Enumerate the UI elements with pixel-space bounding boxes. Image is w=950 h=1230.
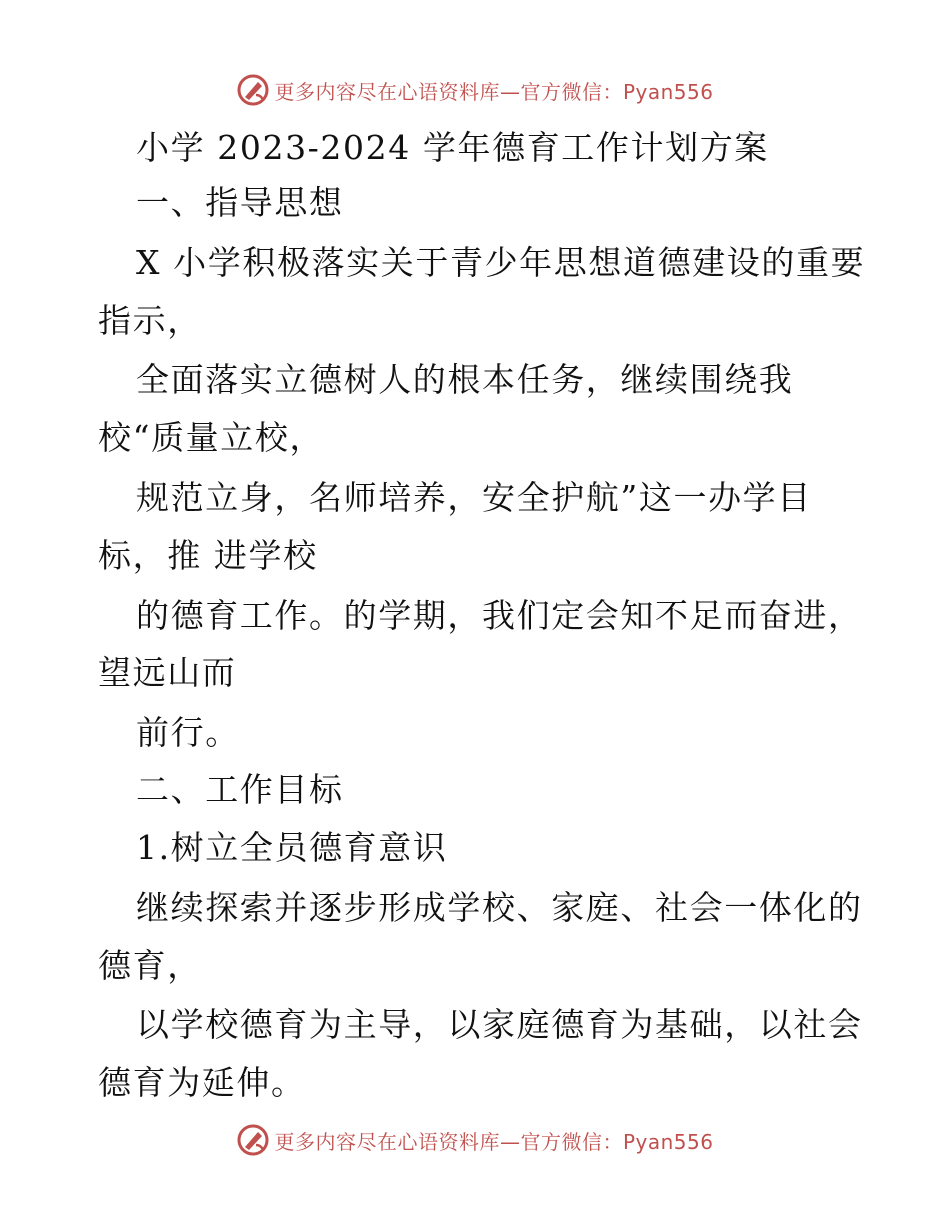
watermark-banner-top [0,70,950,110]
watermark-text: 更多内容尽在心语资料库—官方微信：Pyan556 [274,79,714,104]
paragraph-line: 继续探索并逐步形成学校、家庭、社会一体化的 [136,888,863,927]
paragraph-line: 指示， [98,301,202,340]
watermark-banner-bottom [0,1120,950,1160]
logo-icon [236,1123,270,1157]
paragraph-line: 以学校德育为主导，以家庭德育为基础，以社会 [136,1005,863,1044]
paragraph-line: 德育， [98,946,202,985]
paragraph-line: 德育为延伸。 [98,1063,306,1102]
paragraph-line: 校“质量立校， [98,418,325,457]
paragraph-line: 前行。 [136,713,240,752]
section-heading: 一、指导思想 [136,183,344,222]
paragraph-line: 望远山而 [98,653,237,692]
paragraph-line: 全面落实立德树人的根本任务，继续围绕我 [136,360,794,399]
paragraph-line: X 小学积极落实关于青少年思想道德建设的重要 [136,243,866,282]
watermark-text: 更多内容尽在心语资料库—官方微信：Pyan556 [274,1129,714,1154]
logo-icon [236,73,270,107]
paragraph-line: 标，推 进学校 [98,536,318,575]
section-heading: 二、工作目标 [136,770,344,809]
document-title: 小学 2023-2024 学年德育工作计划方案 [136,128,769,167]
subsection-heading: 1.树立全员德育意识 [136,828,448,867]
paragraph-line: 规范立身，名师培养，安全护航”这一办学目 [136,478,812,517]
paragraph-line: 的德育工作。的学期，我们定会知不足而奋进， [136,596,863,635]
